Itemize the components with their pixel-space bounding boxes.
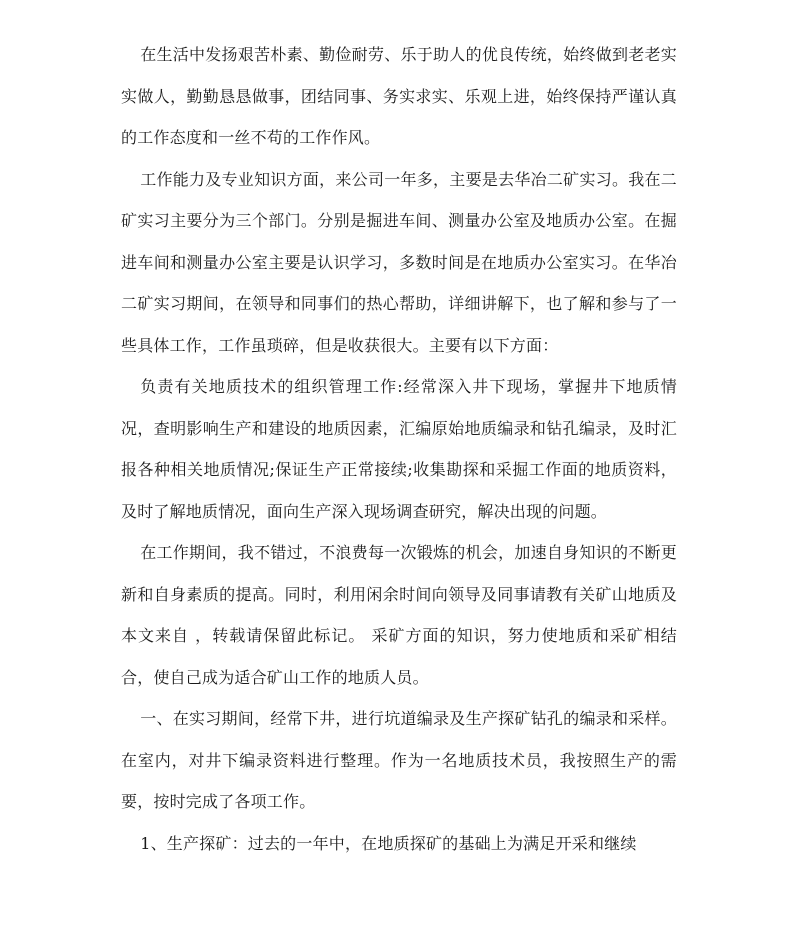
paragraph-5: 一、在实习期间，经常下井，进行坑道编录及生产探矿钻孔的编录和采样。在室内，对井下编录资料进行整理。作为一名地质技术员，我按照生产的需要，按时完成了各项工作。 [121,709,677,811]
paragraph-3: 负责有关地质技术的组织管理工作:经常深入井下现场，掌握井下地质情况，查明影响生产和建设的地质因素，汇编原始地质编录和钻孔编录，及时汇报各种相关地质情况;保证生产正常接续;收集勘探和采掘工作面的地质资料，及时了解地质情况，面向生产深入现场调查研究，解决出现的问题。 [121,377,677,521]
paragraph-1: 在生活中发扬艰苦朴素、勤俭耐劳、乐于助人的优良传统，始终做到老老实实做人，勤勤恳恳做事，团结同事、务实求实、乐观上进，始终保持严谨认真的工作态度和一丝不苟的工作作风。 [121,45,677,147]
paragraph-2: 工作能力及专业知识方面，来公司一年多，主要是去华冶二矿实习。我在二矿实习主要分为三个部门。分别是掘进车间、测量办公室及地质办公室。在掘进车间和测量办公室主要是认识学习，多数时间是在地质办公室实习。在华冶二矿实习期间，在领导和同事们的热心帮助，详细讲解下，也了解和参与了一些具体工作，工作虽琐碎，但是收获很大。主要有以下方面： [121,169,677,355]
paragraph-6: 1、生产探矿：过去的一年中，在地质探矿的基础上为满足开采和继续 [140,833,637,853]
paragraph-4: 在工作期间，我不错过，不浪费每一次锻炼的机会，加速自身知识的不断更新和自身素质的提高。同时，利用闲余时间向领导及同事请教有关矿山地质及 本文来自 ，转载请保留此标记。 采矿方面的知识，努力使地质和采矿相结合，使自己成为适合矿山工作的地质人员。 [121,543,677,687]
document-page [121,34,677,864]
